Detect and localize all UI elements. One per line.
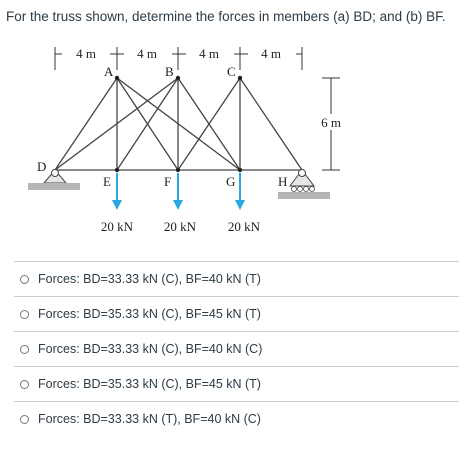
truss-figure bbox=[0, 30, 467, 245]
radio-button[interactable] bbox=[20, 415, 29, 424]
radio-button[interactable] bbox=[20, 345, 29, 354]
dim-label-1: 4 m bbox=[76, 46, 96, 61]
node-label-g: G bbox=[226, 174, 236, 189]
radio-button[interactable] bbox=[20, 380, 29, 389]
dim-label-2: 4 m bbox=[137, 46, 157, 61]
question-text: For the truss shown, determine the forces in members (a) BD; and (b) BF. bbox=[6, 9, 446, 24]
node-label-e: E bbox=[103, 174, 111, 189]
answer-options bbox=[14, 261, 459, 436]
load-label-e: 20 kN bbox=[100, 219, 134, 234]
answer-option-3[interactable] bbox=[14, 331, 459, 366]
answer-option-5[interactable] bbox=[14, 401, 459, 436]
option-label: Forces: BD=35.33 kN (C), BF=45 kN (T) bbox=[38, 377, 261, 391]
height-dim-label: 6 m bbox=[321, 115, 341, 130]
node-label-f: F bbox=[164, 174, 172, 189]
node-label-h: H bbox=[278, 174, 288, 189]
truss-members bbox=[55, 78, 302, 170]
answer-option-1[interactable] bbox=[14, 261, 459, 296]
option-label: Forces: BD=33.33 kN (C), BF=40 kN (T) bbox=[38, 272, 261, 286]
radio-button[interactable] bbox=[20, 275, 29, 284]
pin-support-d bbox=[28, 170, 80, 191]
radio-button[interactable] bbox=[20, 310, 29, 319]
option-label: Forces: BD=33.33 kN (T), BF=40 kN (C) bbox=[38, 412, 261, 426]
load-label-f: 20 kN bbox=[163, 219, 197, 234]
node-label-b: B bbox=[165, 64, 174, 79]
node-label-c: C bbox=[227, 64, 236, 79]
load-label-g: 20 kN bbox=[227, 219, 261, 234]
node-label-a: A bbox=[104, 64, 114, 79]
answer-option-4[interactable] bbox=[14, 366, 459, 401]
node-label-d: D bbox=[37, 159, 47, 174]
option-label: Forces: BD=33.33 kN (C), BF=40 kN (C) bbox=[38, 342, 263, 356]
answer-option-2[interactable] bbox=[14, 296, 459, 331]
dim-label-3: 4 m bbox=[199, 46, 219, 61]
dim-label-4: 4 m bbox=[261, 46, 281, 61]
option-label: Forces: BD=35.33 kN (C), BF=45 kN (T) bbox=[38, 307, 261, 321]
